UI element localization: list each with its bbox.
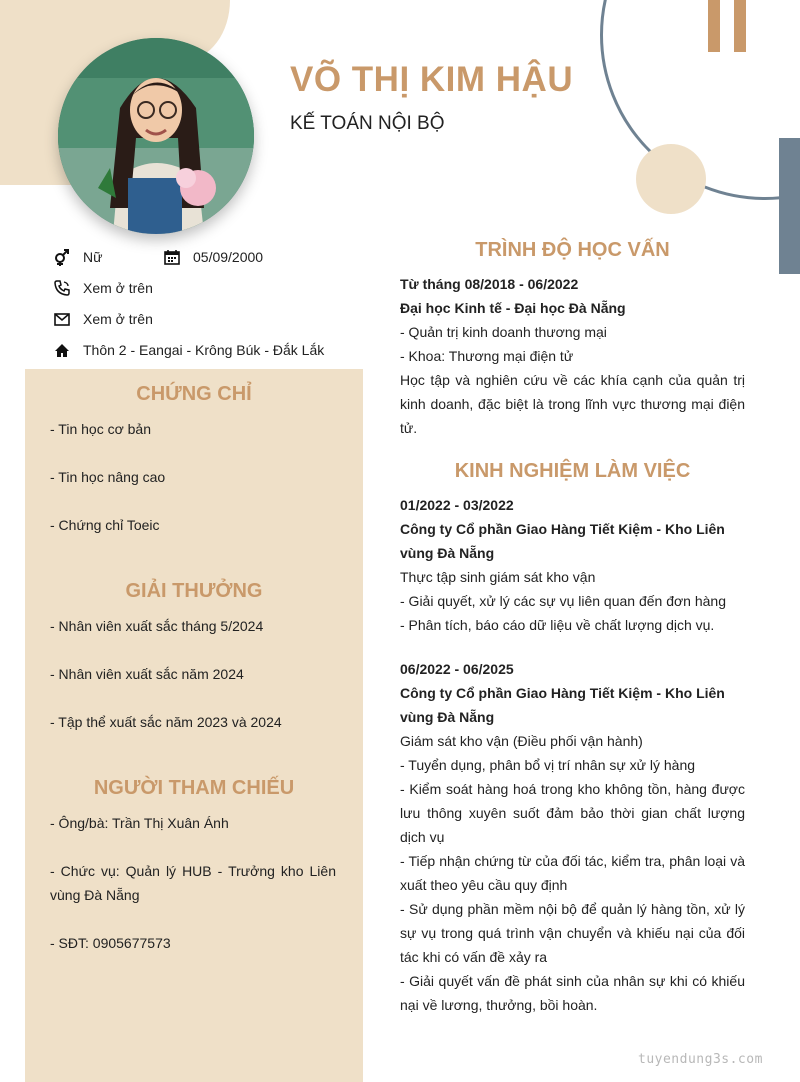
award-item: - Tập thể xuất sắc năm 2023 và 2024 xyxy=(50,714,282,730)
address-row xyxy=(52,340,324,360)
education-title: TRÌNH ĐỘ HỌC VẤN xyxy=(475,239,670,261)
birthday-value: 05/09/2000 xyxy=(193,249,264,265)
job-task: - Giải quyết vấn đề phát sinh của nhân sự khi có khiếu nại về lương, thưởng, bồi hoàn. xyxy=(400,973,745,1013)
job-task: - Kiểm soát hàng hoá trong kho không tồn, hàng được lưu thông xuyên suốt đảm bảo thời gian chất lượng dịch vụ xyxy=(400,781,745,845)
job-role: Thực tập sinh giám sát kho vận xyxy=(400,569,596,585)
job-task: - Phân tích, báo cáo dữ liệu về chất lượng dịch vụ. xyxy=(400,617,715,633)
home-icon xyxy=(52,343,72,358)
phone-row xyxy=(52,278,153,298)
job-company: Công ty Cổ phần Giao Hàng Tiết Kiệm - Kho Liên vùng Đà Nẵng xyxy=(400,521,725,561)
phone-value: Xem ở trên xyxy=(83,280,153,296)
award-item: - Nhân viên xuất sắc năm 2024 xyxy=(50,666,244,682)
job-role: Giám sát kho vận (Điều phối vận hành) xyxy=(400,733,643,749)
email-value: Xem ở trên xyxy=(83,311,153,327)
candidate-name: VÕ THỊ KIM HẬU xyxy=(290,60,574,99)
decor-bar xyxy=(708,0,720,52)
reference-item: - Chức vụ: Quản lý HUB - Trưởng kho Liên vùng Đà Nẵng xyxy=(50,863,336,903)
job-task: - Tuyển dụng, phân bổ vị trí nhân sự xử lý hàng xyxy=(400,757,696,773)
education-faculty: - Khoa: Thương mại điện tử xyxy=(400,348,574,364)
reference-item: - Ông/bà: Trần Thị Xuân Ánh xyxy=(50,815,229,831)
job-task: - Sử dụng phần mềm nội bộ để quản lý hàng tồn, xử lý sự vụ trong quá trình vận chuyển và khiếu nại của đối tác khi có vấn đề xảy ra xyxy=(400,901,745,965)
references-title: NGƯỜI THAM CHIẾU xyxy=(93,777,295,799)
education-description: Học tập và nghiên cứu về các khía cạnh của quản trị kinh doanh, đặc biệt là trong lĩnh vực thương mại điện tử. xyxy=(400,372,745,436)
decor-dot xyxy=(636,144,706,214)
decor-bar xyxy=(734,0,746,52)
address-value: Thôn 2 - Eangai - Krông Búk - Đắk Lắk xyxy=(83,342,325,358)
mail-icon xyxy=(52,313,72,326)
certificate-item: - Tin học nâng cao xyxy=(50,469,166,485)
gender-value: Nữ xyxy=(83,249,103,265)
job-task: - Giải quyết, xử lý các sự vụ liên quan đến đơn hàng xyxy=(400,593,726,609)
decor-side-bar xyxy=(779,138,800,274)
calendar-icon xyxy=(162,249,182,265)
experience-title: KINH NGHIỆM LÀM VIỆC xyxy=(454,460,691,482)
education-school: Đại học Kinh tế - Đại học Đà Nẵng xyxy=(400,300,626,316)
birthday-row xyxy=(162,247,263,267)
avatar xyxy=(58,38,254,234)
certificate-item: - Chứng chỉ Toeic xyxy=(50,517,160,533)
reference-item: - SĐT: 0905677573 xyxy=(50,935,171,951)
gender-row xyxy=(52,247,102,267)
job-company: Công ty Cổ phần Giao Hàng Tiết Kiệm - Kho Liên vùng Đà Nẵng xyxy=(400,685,725,725)
job-task: - Tiếp nhận chứng từ của đối tác, kiểm tra, phân loại và xuất theo yêu cầu quy định xyxy=(400,853,745,893)
experience-job xyxy=(400,657,745,1017)
education-period: Từ tháng 08/2018 - 06/2022 xyxy=(400,276,579,292)
gender-icon xyxy=(52,248,72,266)
education-major: - Quản trị kinh doanh thương mại xyxy=(400,324,607,340)
job-period: 06/2022 - 06/2025 xyxy=(400,661,514,677)
job-title: KẾ TOÁN NỘI BỘ xyxy=(290,113,445,134)
experience-job xyxy=(400,493,745,637)
phone-icon xyxy=(52,280,72,296)
awards-title: GIẢI THƯỞNG xyxy=(125,580,263,602)
certificates-title: CHỨNG CHỈ xyxy=(136,383,252,405)
certificate-item: - Tin học cơ bản xyxy=(50,421,152,437)
education-block xyxy=(400,272,745,440)
email-row xyxy=(52,309,153,329)
job-period: 01/2022 - 03/2022 xyxy=(400,497,514,513)
watermark: tuyendung3s.com xyxy=(638,1052,763,1067)
award-item: - Nhân viên xuất sắc tháng 5/2024 xyxy=(50,618,264,634)
